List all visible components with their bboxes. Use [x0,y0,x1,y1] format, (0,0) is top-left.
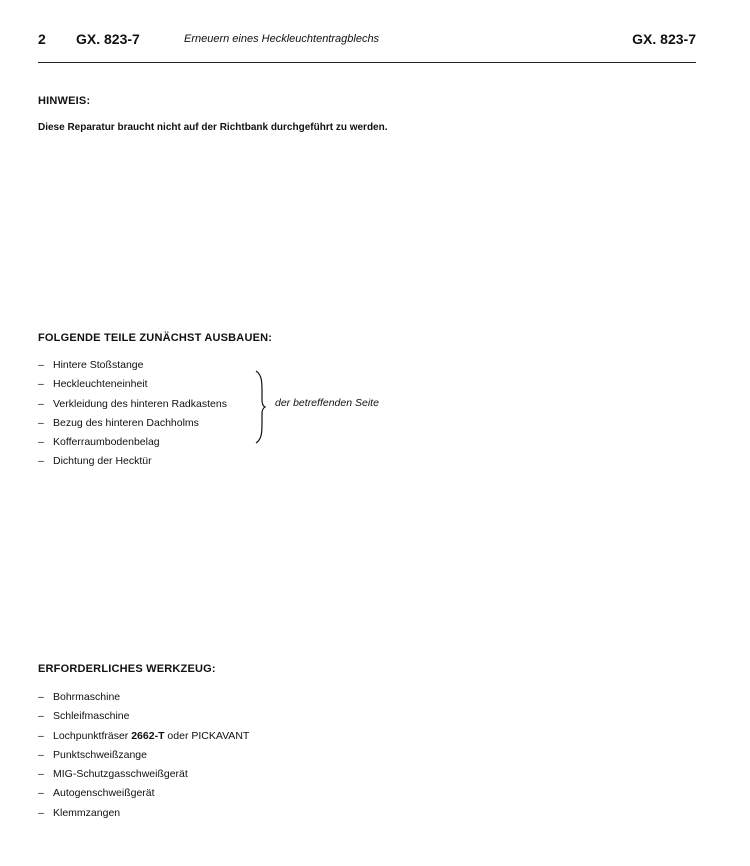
list-item [38,746,249,765]
cutter-alt-text: oder PICKAVANT [167,729,250,742]
list-item-text: Punktschweißzange [53,748,147,761]
list-dash: – [38,748,44,761]
list-dash: – [38,729,44,742]
note-text: Diese Reparatur braucht nicht auf der Richtbank durchgeführt zu werden. [38,122,388,133]
doc-code-right: GX. 823-7 [632,31,696,47]
list-item [38,765,249,784]
list-item-text: Autogenschweißgerät [53,787,155,800]
doc-code-left: GX. 823-7 [76,31,140,47]
list-dash: – [38,710,44,723]
list-item-text: Bohrmaschine [53,691,121,703]
list-item-text: Dichtung der Hecktür [53,455,152,468]
list-item [38,356,227,375]
list-item [38,433,227,452]
brace-note: der betreffenden Seite [275,397,379,409]
list-item [38,784,249,803]
list-dash: – [38,397,44,410]
list-item-text: Schleifmaschine [53,710,130,723]
list-item-text: Hintere Stoßstange [53,359,144,371]
remove-parts-title: FOLGENDE TEILE ZUNÄCHST AUSBAUEN: [38,332,273,344]
page-title: Erneuern eines Heckleuchtentragblechs [184,33,380,45]
list-item-text: Klemmzangen [53,806,121,819]
list-item-text: Lochpunktfräser [53,729,129,742]
list-item-text: Verkleidung des hinteren Radkastens [53,397,227,410]
list-dash: – [38,787,44,800]
list-item [38,414,227,433]
list-item [38,395,227,414]
list-dash: – [38,378,44,391]
list-item [38,375,227,394]
remove-parts-list [38,356,227,472]
tools-title: ERFORDERLICHES WERKZEUG: [38,663,216,675]
list-item [38,688,249,707]
list-item-text: Kofferraumbodenbelag [53,436,160,449]
tools-list [38,688,249,823]
list-dash: – [38,806,44,819]
list-item [38,727,249,746]
list-dash: – [38,416,44,429]
list-dash: – [38,768,44,781]
page-number: 2 [38,31,46,47]
header-divider [38,62,696,63]
list-dash: – [38,455,44,468]
list-dash: – [38,691,44,703]
brace-icon [252,370,268,444]
list-item-text: Heckleuchteneinheit [53,378,148,391]
list-item [38,707,249,726]
list-item-text: Bezug des hinteren Dachholms [53,416,199,429]
cutter-part-number: 2662-T [131,729,165,742]
list-dash: – [38,436,44,449]
list-dash: – [38,359,44,371]
list-item-text: MIG-Schutzgasschweißgerät [53,768,188,781]
note-title: HINWEIS: [38,95,91,107]
list-item [38,452,227,471]
list-item [38,804,249,823]
